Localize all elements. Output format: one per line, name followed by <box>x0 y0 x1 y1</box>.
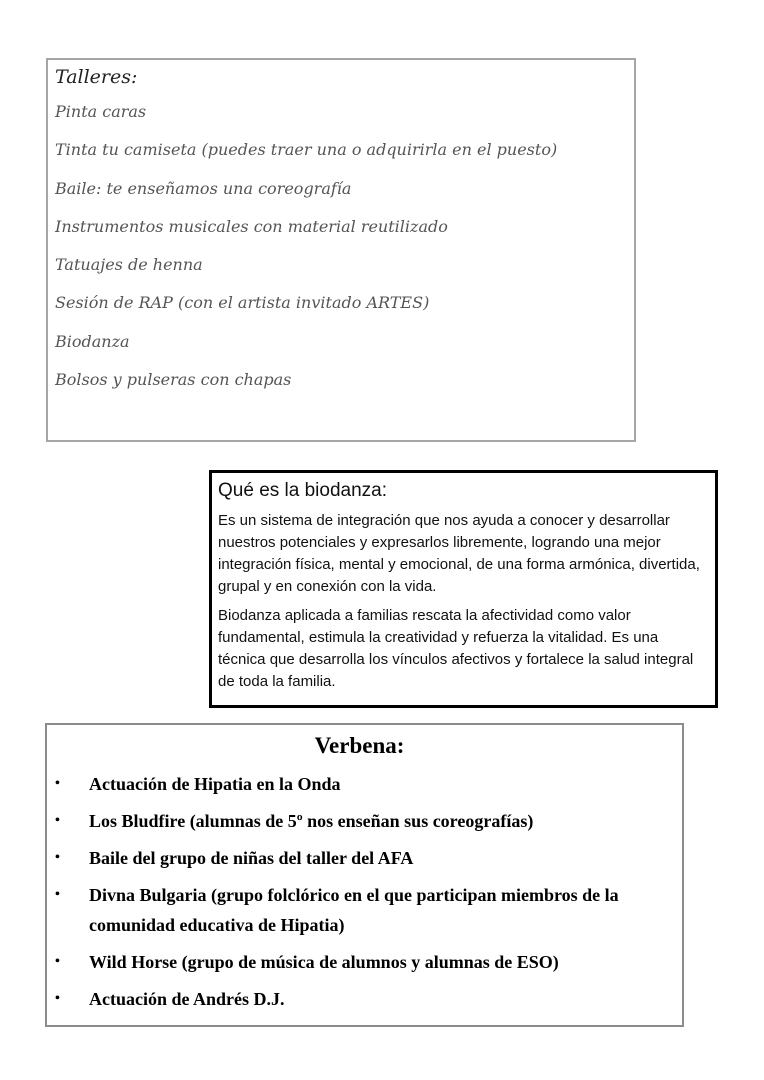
talleres-title: Talleres: <box>55 66 138 88</box>
list-item-text: Wild Horse (grupo de música de alumnos y alumnas de ESO) <box>89 952 559 972</box>
list-item <box>47 769 672 799</box>
verbena-box <box>45 723 684 1027</box>
list-item-text: Los Bludfire (alumnas de 5º nos enseñan sus coreografías) <box>89 811 534 831</box>
list-item-text: Divna Bulgaria (grupo folclórico en el que participan miembros de la comunidad educativa de Hipatia) <box>89 885 619 935</box>
list-item-text: Actuación de Andrés D.J. <box>89 989 285 1009</box>
bullet-icon: • <box>55 850 60 865</box>
list-item <box>47 843 672 873</box>
biodanza-title: Qué es la biodanza: <box>218 480 388 501</box>
list-item: Biodanza <box>55 331 130 351</box>
list-item: Pinta caras <box>55 102 147 121</box>
list-item <box>47 880 672 940</box>
list-item: Tatuajes de henna <box>55 255 203 275</box>
list-item: Sesión de RAP (con el artista invitado ARTES) <box>55 293 430 313</box>
bullet-icon: • <box>55 813 60 828</box>
list-item: Instrumentos musicales con material reutilizado <box>55 216 448 236</box>
bullet-icon: • <box>55 991 60 1006</box>
talleres-box <box>46 58 636 442</box>
verbena-title: Verbena: <box>314 733 405 758</box>
biodanza-box <box>209 470 718 708</box>
biodanza-paragraph: Biodanza aplicada a familias rescata la afectividad como valor fundamental, estimula la creatividad y refuerza la vitalidad. Es una técnica que desarrolla los vínculos afectivos y fortalece la salud integral de toda la familia. <box>218 607 694 690</box>
bullet-icon: • <box>55 776 60 791</box>
verbena-list <box>47 769 672 1014</box>
biodanza-paragraph: Es un sistema de integración que nos ayuda a conocer y desarrollar nuestros potenciales y expresarlos libremente, logrando una mejor integración física, mental y emocional, de una forma armónica, divertida, grupal y en conexión con la vida. <box>218 512 700 595</box>
list-item <box>47 806 672 836</box>
list-item <box>47 947 672 977</box>
list-item-text: Baile del grupo de niñas del taller del AFA <box>89 848 414 868</box>
talleres-list <box>55 102 627 408</box>
list-item <box>47 984 672 1014</box>
bullet-icon: • <box>55 954 60 969</box>
list-item: Bolsos y pulseras con chapas <box>55 370 292 390</box>
bullet-icon: • <box>55 887 60 902</box>
list-item: Baile: te enseñamos una coreografía <box>55 178 352 198</box>
list-item-text: Actuación de Hipatia en la Onda <box>89 774 341 794</box>
list-item: Tinta tu camiseta (puedes traer una o adquirirla en el puesto) <box>55 140 558 160</box>
